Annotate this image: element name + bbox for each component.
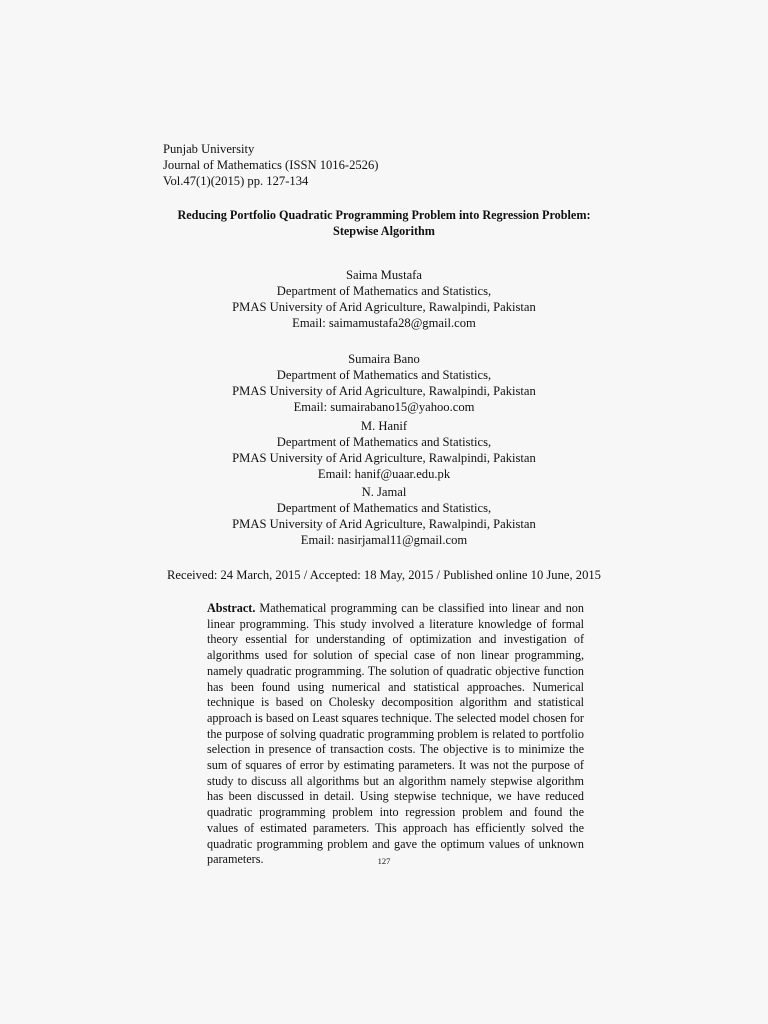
journal-name: Journal of Mathematics (ISSN 1016-2526)	[163, 158, 379, 172]
author-name: Saima Mustafa	[346, 268, 422, 282]
author-email: Email: saimamustafa28@gmail.com	[292, 316, 476, 330]
author-block	[0, 351, 768, 415]
author-department: Department of Mathematics and Statistics,	[276, 435, 492, 449]
author-affiliation: PMAS University of Arid Agriculture, Rawalpindi, Pakistan	[232, 517, 536, 531]
abstract-text: Mathematical programming can be classified into linear and non linear programming. This study involved a literature knowledge of formal theory essential for understanding of optimization and investigation of algorithms used for solution of special case of non linear programming, namely quadratic programming. The solution of quadratic objective function has been found using numerical and statistical approaches. Numerical technique is based on Cholesky decomposition algorithm and statistical approach is based on Least squares technique. The selected model chosen for the purpose of solving quadratic programming problem is related to portfolio selection in presence of transaction costs. The objective is to minimize the sum of squares of error by estimating parameters. It was not the purpose of study to discuss all algorithms but an algorithm namely stepwise algorithm has been discussed in detail. Using stepwise technique, we have reduced quadratic programming problem into regression problem and found the values of estimated parameters. This approach has efficiently solved the quadratic programming problem and gave the optimum values of unknown parameters.	[207, 601, 584, 867]
author-email: Email: hanif@uaar.edu.pk	[317, 467, 451, 481]
author-block	[0, 484, 768, 548]
abstract-label: Abstract.	[207, 601, 256, 615]
author-block	[0, 267, 768, 331]
title-line-1: Reducing Portfolio Quadratic Programming Problem into Regression Problem:	[177, 208, 591, 222]
paper-title	[120, 207, 648, 239]
author-email: Email: sumairabano15@yahoo.com	[293, 400, 475, 414]
author-name: M. Hanif	[360, 419, 408, 433]
journal-header	[163, 141, 378, 189]
author-department: Department of Mathematics and Statistics,	[276, 501, 492, 515]
title-line-2: Stepwise Algorithm	[333, 224, 435, 238]
journal-volume: Vol.47(1)(2015) pp. 127-134	[163, 174, 309, 188]
author-department: Department of Mathematics and Statistics,	[276, 368, 492, 382]
author-affiliation: PMAS University of Arid Agriculture, Rawalpindi, Pakistan	[232, 384, 536, 398]
author-email: Email: nasirjamal11@gmail.com	[300, 533, 468, 547]
author-name: N. Jamal	[361, 485, 407, 499]
abstract	[207, 601, 584, 868]
author-affiliation: PMAS University of Arid Agriculture, Rawalpindi, Pakistan	[232, 451, 536, 465]
page-number: 127	[377, 856, 391, 866]
author-block	[0, 418, 768, 482]
author-affiliation: PMAS University of Arid Agriculture, Rawalpindi, Pakistan	[232, 300, 536, 314]
author-department: Department of Mathematics and Statistics,	[276, 284, 492, 298]
university-name: Punjab University	[163, 142, 255, 156]
publication-dates: Received: 24 March, 2015 / Accepted: 18 May, 2015 / Published online 10 June, 2015	[167, 568, 601, 582]
author-name: Sumaira Bano	[348, 352, 420, 366]
